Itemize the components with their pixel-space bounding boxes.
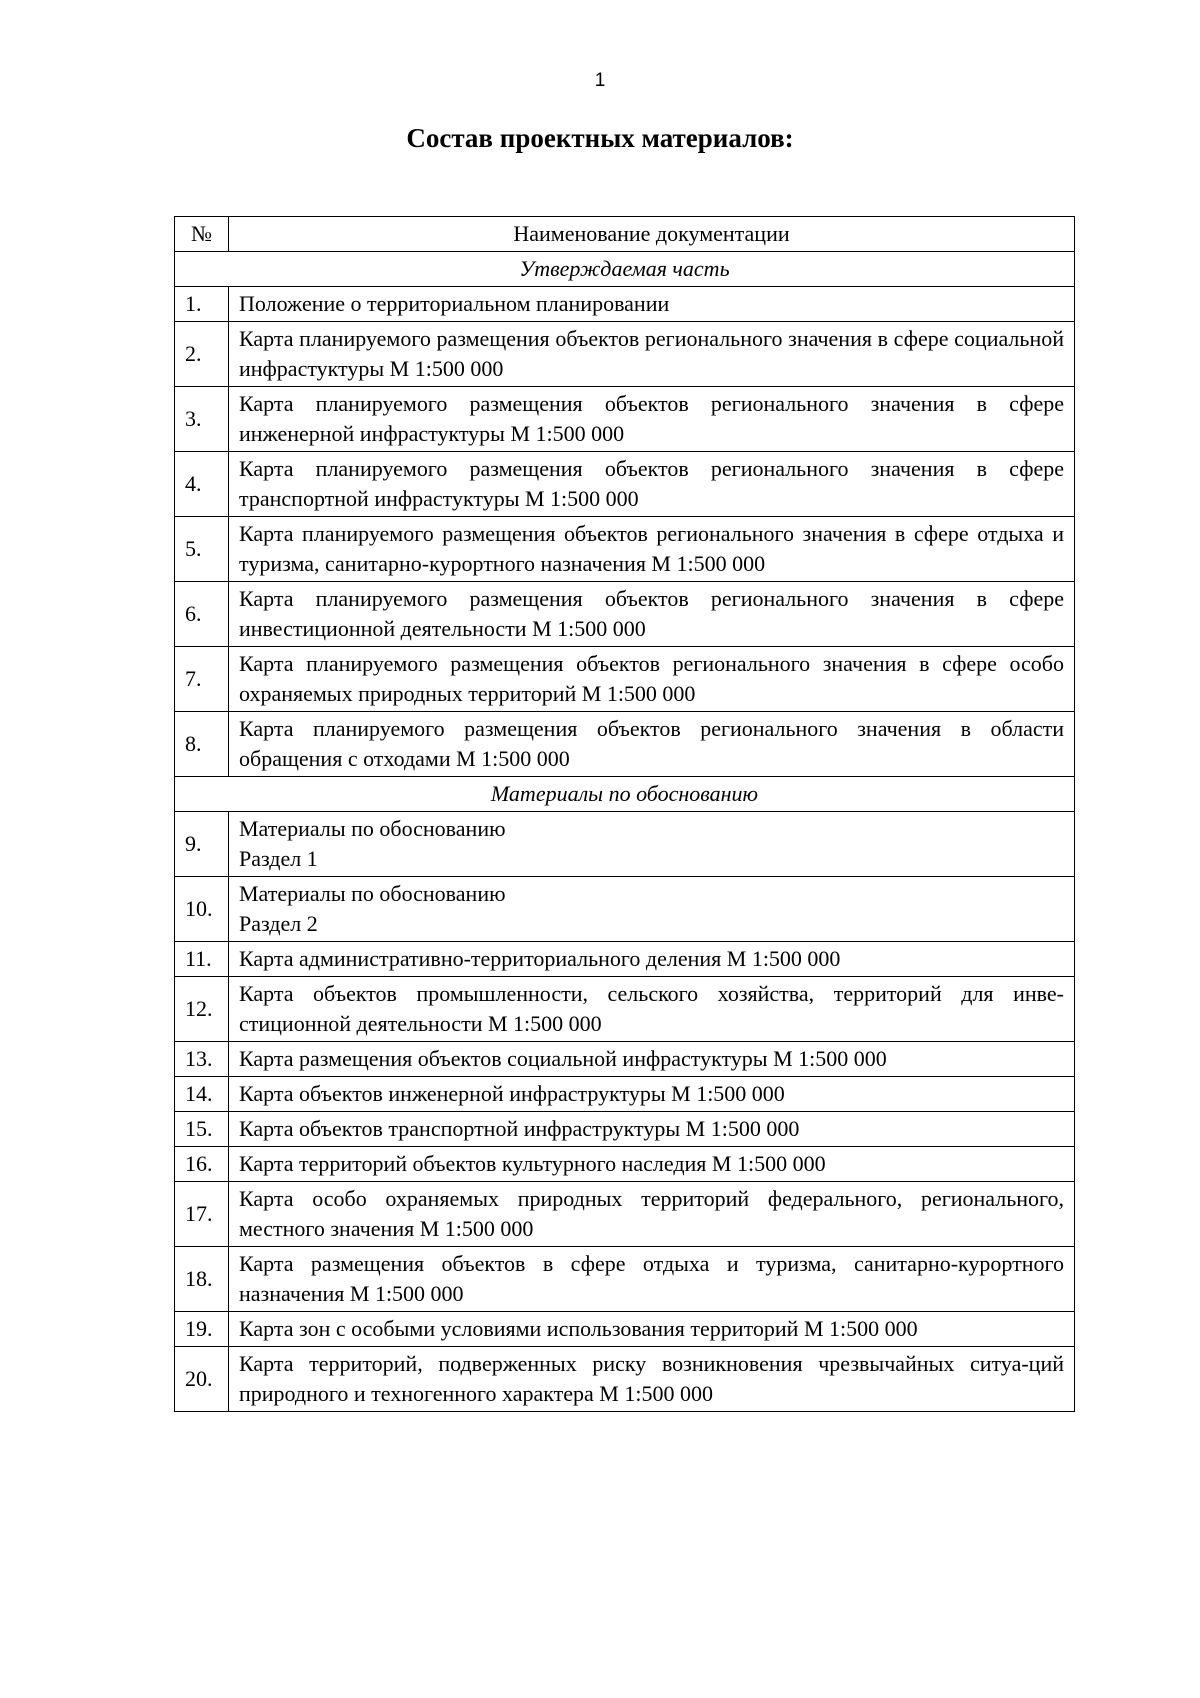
table-row	[175, 1312, 1075, 1347]
row-number: 6.	[175, 582, 229, 647]
table-row	[175, 1077, 1075, 1112]
row-number: 14.	[175, 1077, 229, 1112]
row-name: Карта территорий объектов культурного наследия М 1:500 000	[229, 1147, 1075, 1182]
table-row	[175, 977, 1075, 1042]
row-number: 15.	[175, 1112, 229, 1147]
row-number: 2.	[175, 322, 229, 387]
table-row	[175, 582, 1075, 647]
row-number: 10.	[175, 877, 229, 942]
table-row	[175, 387, 1075, 452]
row-number: 7.	[175, 647, 229, 712]
row-number: 4.	[175, 452, 229, 517]
row-name: Карта административно-территориального деления М 1:500 000	[229, 942, 1075, 977]
row-number: 20.	[175, 1347, 229, 1412]
table-row	[175, 517, 1075, 582]
row-name	[229, 812, 1075, 877]
table-row	[175, 812, 1075, 877]
row-number: 13.	[175, 1042, 229, 1077]
row-name: Карта планируемого размещения объектов регионального значения в области обращения с отходами М 1:500 000	[229, 712, 1075, 777]
row-number: 16.	[175, 1147, 229, 1182]
section-header-justification	[175, 777, 1075, 812]
header-name: Наименование документации	[229, 217, 1075, 252]
table-row	[175, 1182, 1075, 1247]
table-row	[175, 712, 1075, 777]
row-number: 19.	[175, 1312, 229, 1347]
row-name-line: Раздел 2	[239, 911, 318, 936]
page-number: 1	[594, 70, 606, 91]
row-name-line: Материалы по обоснованию	[239, 881, 506, 906]
row-name: Карта зон с особыми условиями использования территорий М 1:500 000	[229, 1312, 1075, 1347]
row-name: Положение о территориальном планировании	[229, 287, 1075, 322]
page-title: Состав проектных материалов:	[406, 123, 794, 153]
table-row	[175, 1112, 1075, 1147]
row-name: Карта размещения объектов в сфере отдыха и туризма, санитарно-курортного назначения М 1:500 000	[229, 1247, 1075, 1312]
table-row	[175, 1347, 1075, 1412]
section-title: Утверждаемая часть	[175, 252, 1075, 287]
row-number: 11.	[175, 942, 229, 977]
row-number: 9.	[175, 812, 229, 877]
table-row	[175, 1042, 1075, 1077]
row-name: Карта территорий, подверженных риску возникновения чрезвычайных ситуа-ций природного и техногенного характера М 1:500 000	[229, 1347, 1075, 1412]
row-number: 3.	[175, 387, 229, 452]
section-header-approved	[175, 252, 1075, 287]
row-name: Карта размещения объектов социальной инфрастуктуры М 1:500 000	[229, 1042, 1075, 1077]
table-row	[175, 647, 1075, 712]
table-row	[175, 942, 1075, 977]
row-name: Карта особо охраняемых природных территорий федерального, регионального, местного значения М 1:500 000	[229, 1182, 1075, 1247]
documents-table	[174, 216, 1075, 1412]
row-name: Карта планируемого размещения объектов регионального значения в сфере отдыха и туризма, санитарно-курортного назначения М 1:500 000	[229, 517, 1075, 582]
table-row	[175, 452, 1075, 517]
row-number: 8.	[175, 712, 229, 777]
row-name: Карта планируемого размещения объектов регионального значения в сфере особо охраняемых природных территорий М 1:500 000	[229, 647, 1075, 712]
table-row	[175, 877, 1075, 942]
table-row	[175, 1147, 1075, 1182]
row-number: 12.	[175, 977, 229, 1042]
row-number: 18.	[175, 1247, 229, 1312]
row-name-line: Раздел 1	[239, 846, 318, 871]
row-name	[229, 877, 1075, 942]
section-title: Материалы по обоснованию	[175, 777, 1075, 812]
header-number: №	[175, 217, 229, 252]
row-number: 1.	[175, 287, 229, 322]
row-name: Карта объектов промышленности, сельского хозяйства, территорий для инве-стиционной деятельности М 1:500 000	[229, 977, 1075, 1042]
row-number: 5.	[175, 517, 229, 582]
row-name: Карта объектов инженерной инфраструктуры М 1:500 000	[229, 1077, 1075, 1112]
table-row	[175, 1247, 1075, 1312]
row-name: Карта планируемого размещения объектов регионального значения в сфере инженерной инфрастуктуры М 1:500 000	[229, 387, 1075, 452]
row-name: Карта планируемого размещения объектов регионального значения в сфере социальной инфрастуктуры М 1:500 000	[229, 322, 1075, 387]
row-name: Карта планируемого размещения объектов регионального значения в сфере инвестиционной деятельности М 1:500 000	[229, 582, 1075, 647]
row-name: Карта объектов транспортной инфраструктуры М 1:500 000	[229, 1112, 1075, 1147]
row-number: 17.	[175, 1182, 229, 1247]
row-name-line: Материалы по обоснованию	[239, 816, 506, 841]
row-name: Карта планируемого размещения объектов регионального значения в сфере транспортной инфрастуктуры М 1:500 000	[229, 452, 1075, 517]
table-row	[175, 287, 1075, 322]
table-row	[175, 322, 1075, 387]
table-header-row	[175, 217, 1075, 252]
